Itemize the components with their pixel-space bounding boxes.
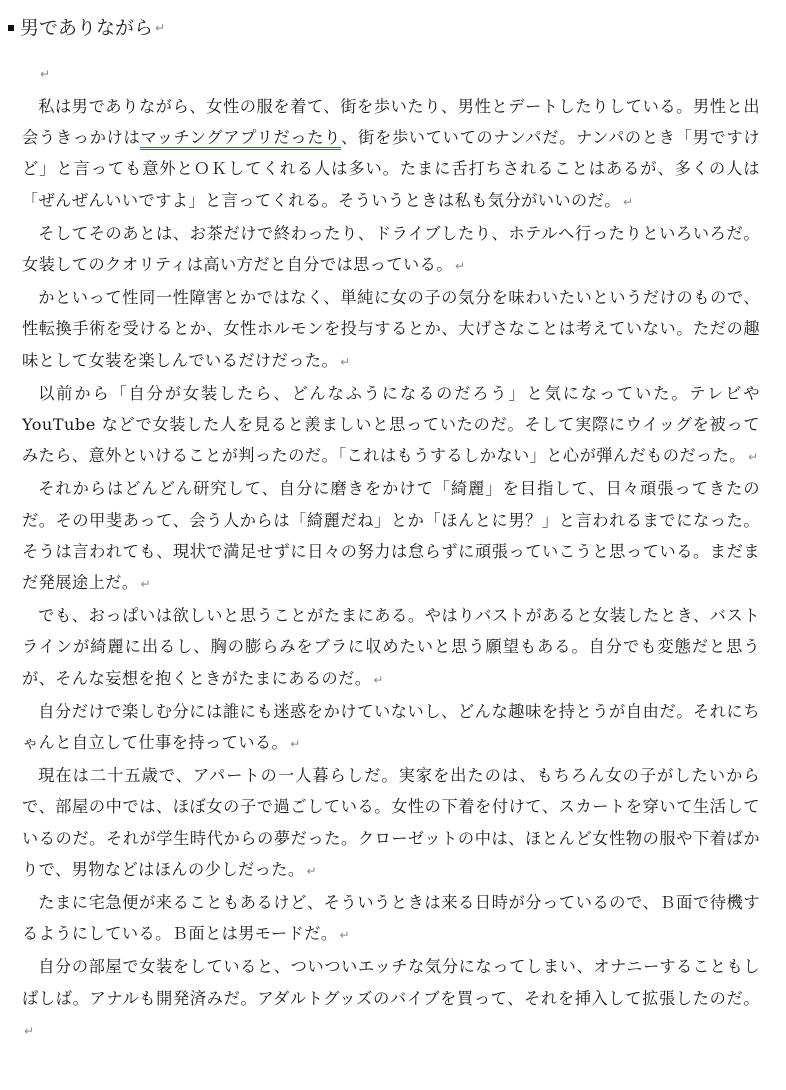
paragraph-text: 以前から「自分が女装したら、どんなふうになるのだろう」と気になっていた。テレビやYouTube などで女装した人を見ると羨ましいと思っていたのだ。そして実際にウイッグを被ってみたら、意外といけることが判ったのだ。「これはもうするしかない」と心が弾んだものだった。 <box>22 383 760 466</box>
paragraph-mark-icon: ↵ <box>373 672 384 687</box>
heading-title[interactable]: 男でありながら <box>20 17 154 39</box>
heading-bullet-icon <box>8 25 14 31</box>
paragraph[interactable] <box>22 600 760 696</box>
paragraph[interactable] <box>22 218 760 282</box>
document-body[interactable] <box>22 91 760 1047</box>
grammar-underlined-text[interactable]: マッチングアプリだったり <box>140 128 341 150</box>
paragraph-text: 現在は二十五歳で、アパートの一人暮らしだ。実家を出たのは、もちろん女の子がしたいからで、部屋の中では、ほぼ女の子で過ごしている。女性の下着を付けて、スカートを穿いて生活しているのだ。それが学生時代からの夢だった。クローゼットの中は、ほとんど女性物の服や下着ばかりで、男物などはほんの少しだった。 <box>22 766 760 879</box>
paragraph-text: 、街を歩いていてのナンパだ。ナンパのとき「男ですけど」と言っても意外とＯＫしてくれる人は多い。たまに舌打ちされることはあるが、多くの人は「ぜんぜんいいですよ」と言ってくれる。そういうときは私も気分がいいのだ。 <box>22 128 760 210</box>
paragraph-text: それからはどんどん研究して、自分に磨きをかけて「綺麗」を目指して、日々頑張ってきたのだ。その甲斐あって、会う人からは「綺麗だね」とか「ほんとに男？」と言われるまでになった。そうは言われても、現状で満足せずに日々の努力は怠らずに頑張っていこうと思っている。まだまだ発展途上だ。 <box>22 479 760 593</box>
paragraph-text: かといって性同一性障害とかではなく、単純に女の子の気分を味わいたいというだけのもので、性転換手術を受けるとか、女性ホルモンを投与するとか、大げさなことは考えていない。ただの趣味として女装を楽しんでいるだけだった。 <box>22 288 760 370</box>
paragraph-text: でも、おっぱいは欲しいと思うことがたまにある。やはりバストがあると女装したとき、バストラインが綺麗に出るし、胸の膨らみをブラに収めたいと思う願望もある。自分でも変態だと思うが、そんな妄想を抱くときがたまにあるのだ。 <box>22 606 760 688</box>
paragraph-mark-icon: ↵ <box>622 194 634 209</box>
paragraph[interactable] <box>22 696 760 760</box>
paragraph-mark-icon: ↵ <box>40 67 51 81</box>
paragraph-mark-icon: ↵ <box>155 21 166 35</box>
paragraph-mark-icon: ↵ <box>24 1023 35 1038</box>
paragraph-mark-icon: ↵ <box>454 259 466 274</box>
paragraph[interactable] <box>22 887 760 951</box>
paragraph-text: 自分の部屋で女装をしていると、ついついエッチな気分になってしまい、オナニーすることもしばしば。アナルも開発済みだ。アダルトグッズのバイブを買って、それを挿入して拡張したのだ。 <box>22 957 760 1008</box>
paragraph-text: 自分だけで楽しむ分には誰にも迷惑をかけていないし、どんな趣味を持とうが自由だ。それにちゃんと自立して仕事を持っている。 <box>22 701 760 753</box>
paragraph-text: 私は男でありながら、女性の服を着て、街を歩いたり、男性とデートしたりしている。男性と出会うきっかけは <box>22 97 760 148</box>
paragraph-mark-icon: ↵ <box>747 450 759 465</box>
paragraph-text: たまに宅急便が来ることもあるけど、そういうときは来る日時が分っているので、Ｂ面で待機するようにしている。Ｂ面とは男モードだ。 <box>22 893 760 944</box>
paragraph-mark-icon: ↵ <box>306 863 318 878</box>
paragraph[interactable] <box>22 760 760 887</box>
paragraph[interactable] <box>22 91 760 218</box>
paragraph-mark-icon: ↵ <box>339 928 350 943</box>
paragraph-mark-icon: ↵ <box>340 354 351 369</box>
paragraph[interactable] <box>22 378 760 474</box>
empty-paragraph <box>38 63 50 84</box>
section-heading <box>8 14 165 42</box>
paragraph-mark-icon: ↵ <box>290 737 301 752</box>
paragraph[interactable] <box>22 951 760 1047</box>
paragraph-mark-icon: ↵ <box>140 577 151 592</box>
paragraph-text: そしてそのあとは、お茶だけで終わったり、ドライブしたり、ホテルへ行ったりといろいろだ。女装してのクオリティは高い方だと自分では思っている。 <box>22 223 760 275</box>
paragraph[interactable] <box>22 473 760 600</box>
paragraph[interactable] <box>22 282 760 378</box>
